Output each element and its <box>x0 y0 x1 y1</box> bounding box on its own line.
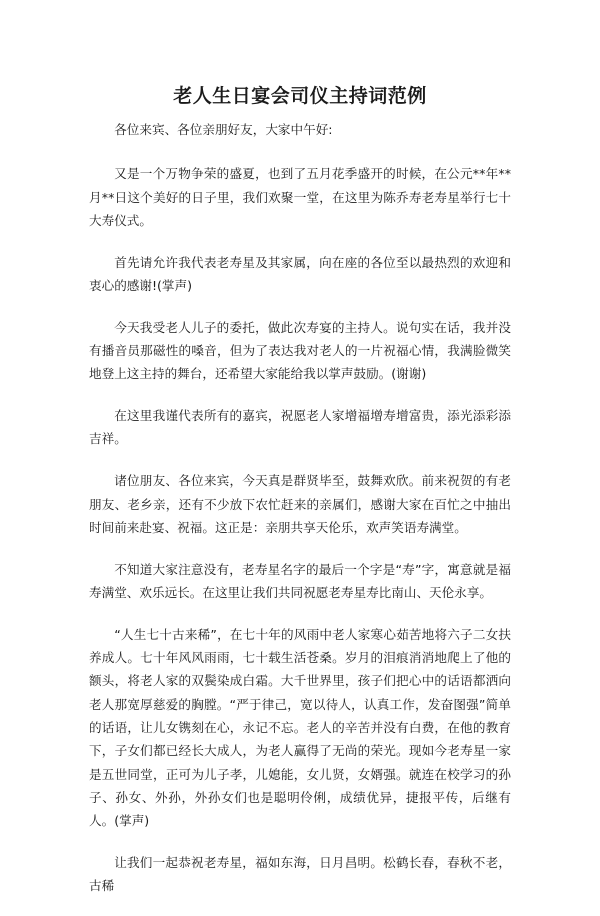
paragraph-life-story: “人生七十古来稀”，在七十年的风雨中老人家寒心茹苦地将六子二女扶养成人。七十年风风雨雨，七十载生活苍桑。岁月的泪痕消消地爬上了他的额头，将老人家的双鬓染成白霜。大千世界里，孩子们把心中的话语都洒向老人那宽厚慈爱的胸膛。“严于律己，宽以待人，认真工作，发奋图强”简单的话语，让儿女镌刻在心，永记不忘。老人的辛苦并没有白费，在他的教育下，子女们都已经长大成人，为老人赢得了无尚的荣光。现如今老寿星一家是五世同堂，正可为儿子孝，儿媳能，女儿贤，女婿强。就连在校学习的孙子、孙女、外孙，外孙女们也是聪明伶俐，成绩优异，捷报平传，后继有人。(掌声) <box>89 626 511 829</box>
document-body <box>89 118 511 916</box>
paragraph-thanks-guests: 诸位朋友、各位来宾，今天真是群贤毕至，鼓舞欢欣。前来祝贺的有老朋友、老乡亲，还有不少放下农忙赶来的亲属们，感谢大家在百忙之中抽出时间前来赴宴、祝福。这正是：亲朋共享天伦乐，欢声笑语寿满堂。 <box>89 473 511 535</box>
paragraph-blessing: 在这里我谨代表所有的嘉宾，祝愿老人家增福增寿增富贵，添光添彩添吉祥。 <box>89 408 511 447</box>
paragraph-name-meaning: 不知道大家注意没有，老寿星名字的最后一个字是“寿”字，寓意就是福寿满堂、欢乐远长。在这里让我们共同祝愿老寿星寿比南山、天伦永享。 <box>89 561 511 600</box>
document-title: 老人生日宴会司仪主持词范例 <box>173 85 427 107</box>
paragraph-greeting: 各位来宾、各位亲朋好友，大家中午好: <box>114 122 333 137</box>
paragraph-welcome: 首先请允许我代表老寿星及其家属，向在座的各位至以最热烈的欢迎和衷心的感谢!(掌声) <box>89 254 511 293</box>
paragraph-host-intro: 今天我受老人儿子的委托，做此次寿宴的主持人。说句实在话，我并没有播音员那磁性的嗓音，但为了表达我对老人的一片祝福心情，我满脸微笑地登上这主持的舞台，还希望大家能给我以掌声鼓励。(谢谢) <box>89 319 511 382</box>
paragraph-closing: 让我们一起恭祝老寿星，福如东海，日月昌明。松鹤长春，春秋不老，古稀 <box>89 854 511 894</box>
paragraph-opening: 又是一个万物争荣的盛夏，也到了五月花季盛开的时候，在公元**年**月**日这个美好的日子里，我们欢聚一堂，在这里为陈乔寿老寿星举行七十大寿仪式。 <box>89 166 511 228</box>
